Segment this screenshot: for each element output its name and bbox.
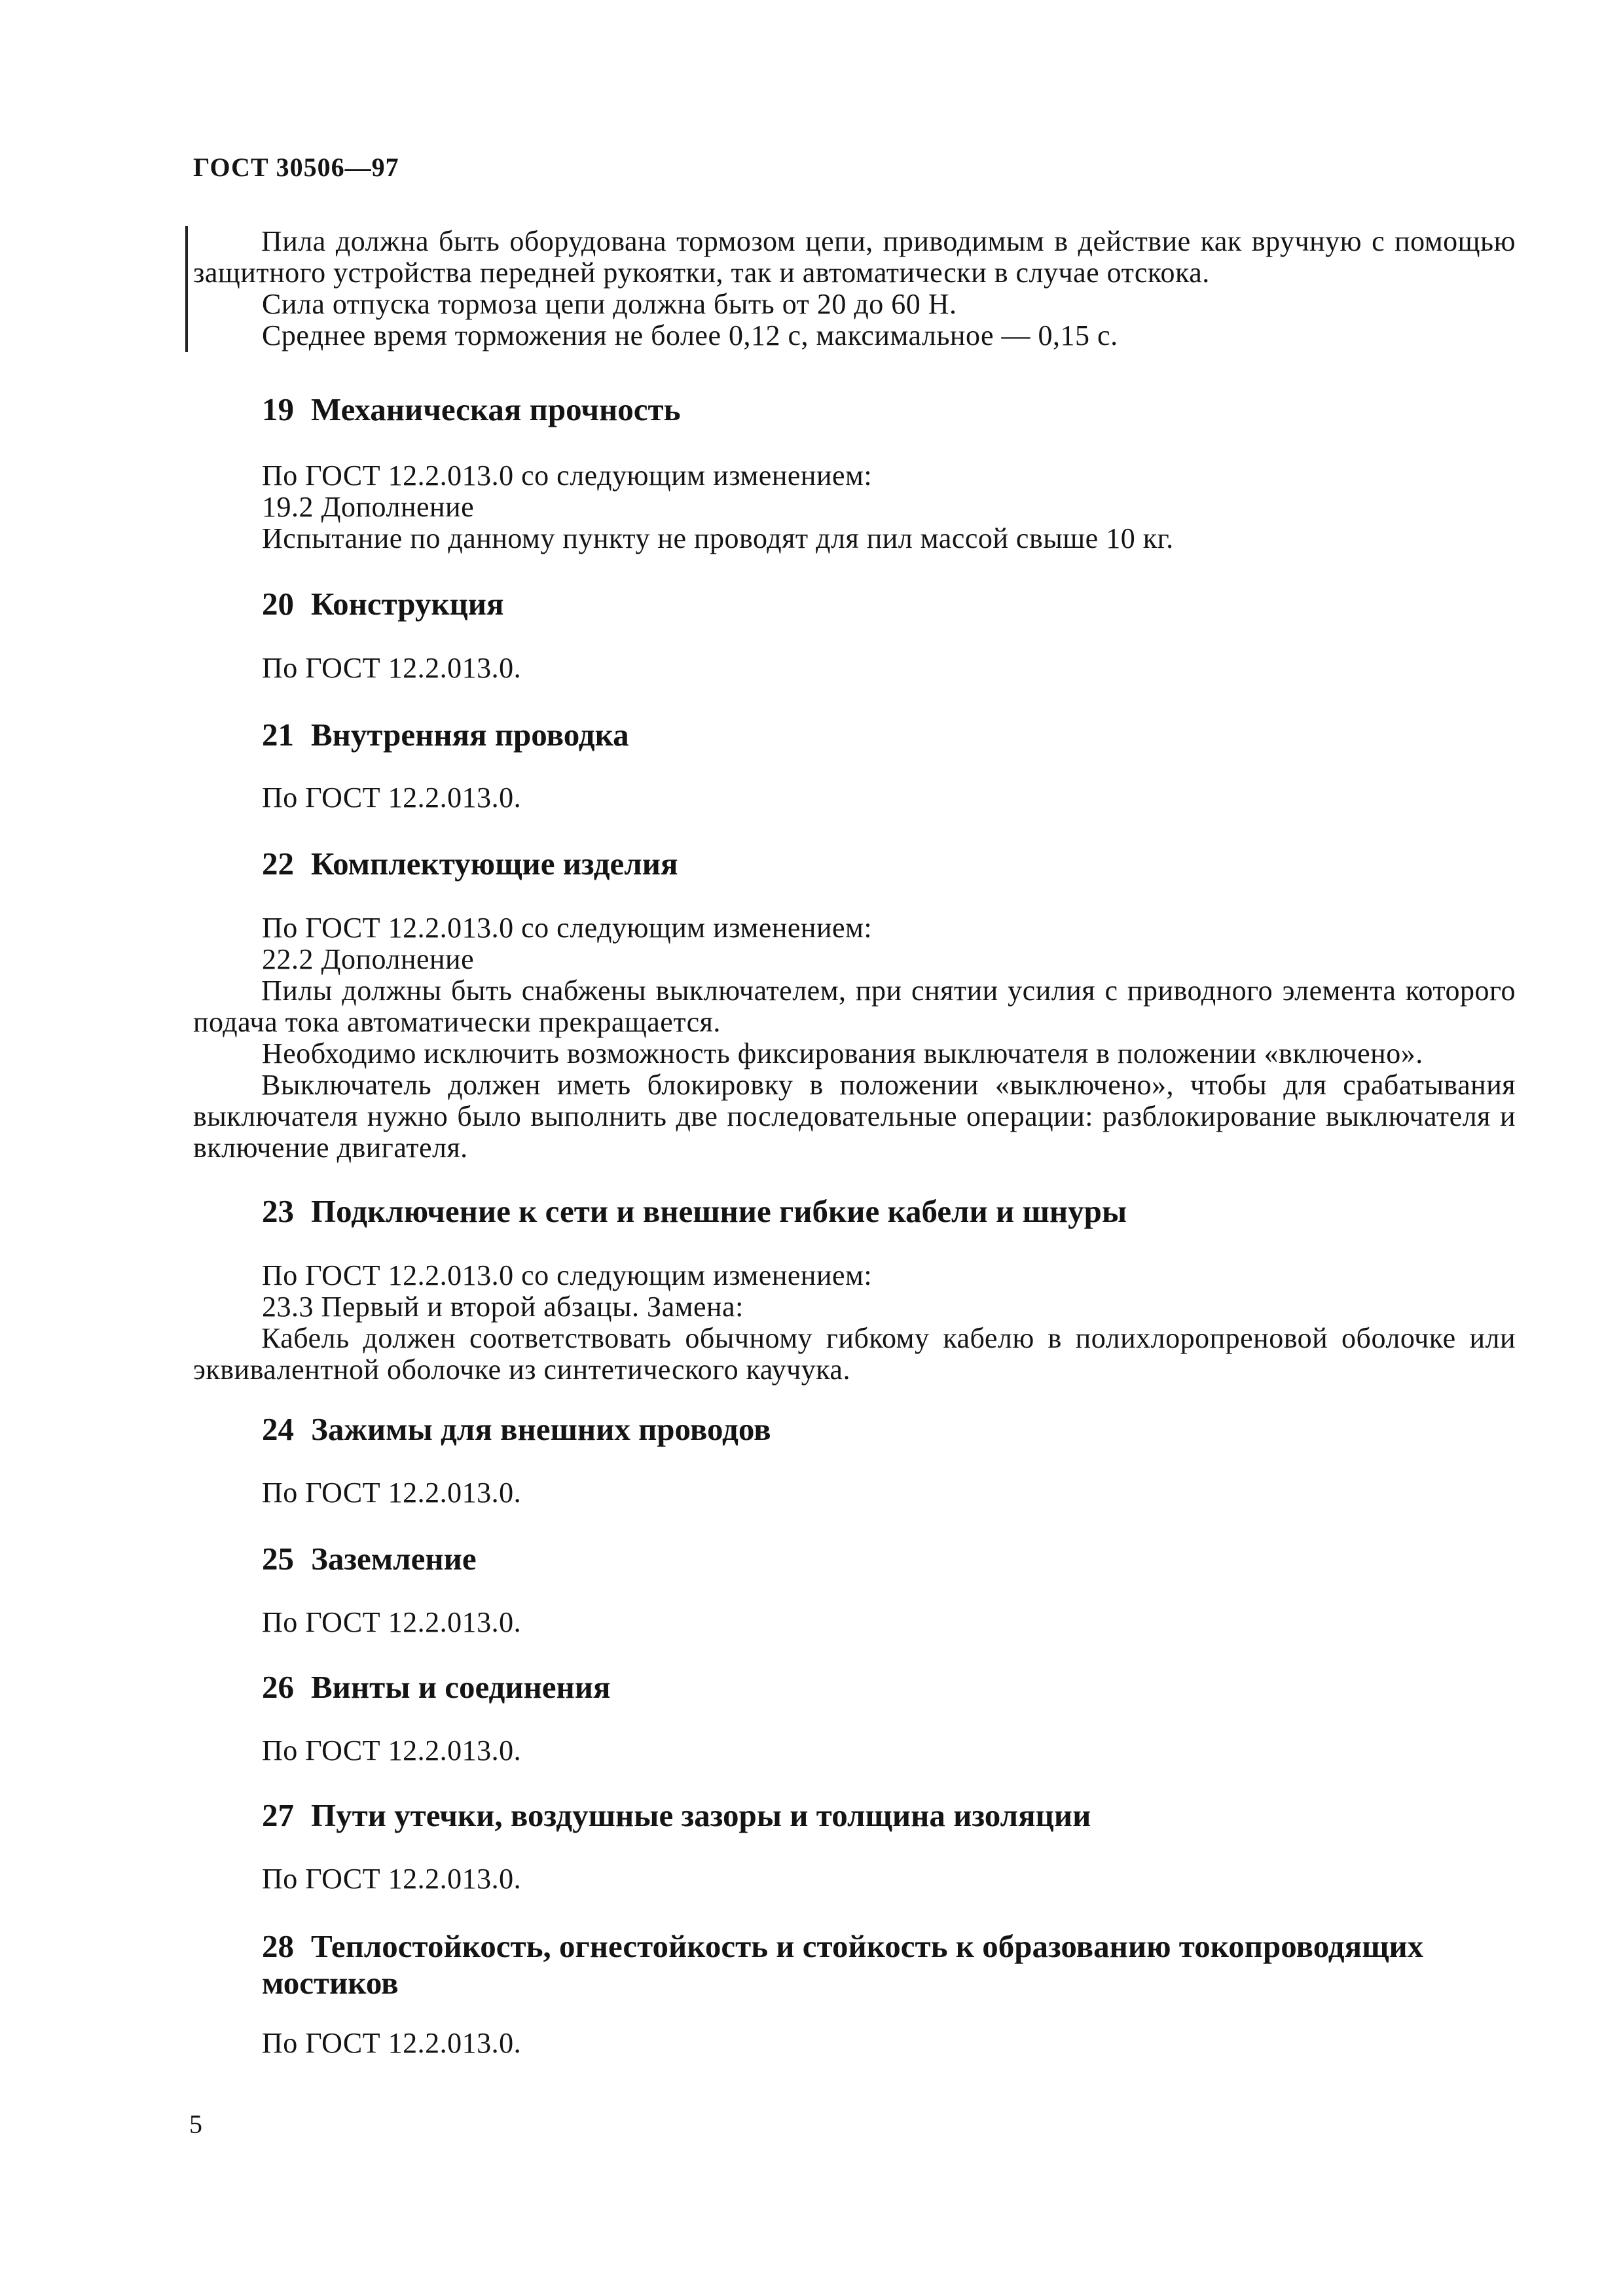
section-27-line-1: По ГОСТ 12.2.013.0. — [262, 1863, 522, 1895]
section-23-heading — [262, 1193, 1516, 1230]
section-number: 26 — [262, 1669, 294, 1705]
section-27-heading — [262, 1797, 1516, 1834]
page-number: 5 — [189, 2109, 202, 2139]
change-bar — [185, 226, 188, 352]
section-number: 25 — [262, 1541, 294, 1577]
section-number: 24 — [262, 1411, 294, 1447]
section-19-heading — [262, 391, 1516, 428]
section-number: 23 — [262, 1193, 294, 1229]
section-23-paragraph-1: Кабель должен соответствовать обычному гибкому кабелю в полихлоропреновой оболочке или эквивалентной оболочке из синтетического каучука. — [193, 1322, 1516, 1386]
section-23-line-2: 23.3 Первый и второй абзацы. Замена: — [262, 1291, 744, 1323]
section-19-line-2: 19.2 Дополнение — [262, 491, 475, 523]
section-28-heading — [262, 1928, 1516, 2001]
section-title: Заземление — [311, 1541, 477, 1577]
section-19-line-1: По ГОСТ 12.2.013.0 со следующим изменением: — [262, 459, 873, 492]
section-title: Внутренняя проводка — [311, 717, 629, 753]
intro-paragraph-2: Сила отпуска тормоза цепи должна быть от 20 до 60 Н. — [262, 288, 957, 320]
section-22-line-2: 22.2 Дополнение — [262, 943, 475, 975]
section-title: Зажимы для внешних проводов — [311, 1411, 771, 1447]
section-number: 27 — [262, 1797, 294, 1833]
section-25-heading — [262, 1541, 1516, 1577]
section-number: 28 — [262, 1928, 294, 1964]
section-number: 19 — [262, 391, 294, 427]
document-header: ГОСТ 30506—97 — [193, 152, 399, 182]
section-number: 21 — [262, 717, 294, 753]
section-22-heading — [262, 846, 1516, 882]
section-19-line-3: Испытание по данному пункту не проводят для пил массой свыше 10 кг. — [262, 522, 1174, 554]
section-22-paragraph-1: Пилы должны быть снабжены выключателем, при снятии усилия с приводного элемента которого подача тока автоматически прекращается. — [193, 975, 1516, 1038]
section-22-paragraph-3: Выключатель должен иметь блокировку в положении «выключено», чтобы для срабатывания выключателя нужно было выполнить две последовательные операции: разблокирование выключателя и включение двигателя. — [193, 1069, 1516, 1164]
section-24-heading — [262, 1411, 1516, 1448]
section-28-line-1: По ГОСТ 12.2.013.0. — [262, 2027, 522, 2059]
section-20-line-1: По ГОСТ 12.2.013.0. — [262, 652, 522, 684]
intro-paragraph-1: Пила должна быть оборудована тормозом цепи, приводимым в действие как вручную с помощью защитного устройства передней рукоятки, так и автоматически в случае отскока. — [193, 225, 1516, 289]
section-number: 22 — [262, 846, 294, 882]
section-20-heading — [262, 586, 1516, 622]
section-23-line-1: По ГОСТ 12.2.013.0 со следующим изменением: — [262, 1259, 873, 1291]
section-title: Винты и соединения — [311, 1669, 611, 1705]
section-26-line-1: По ГОСТ 12.2.013.0. — [262, 1734, 522, 1767]
section-title: Механическая прочность — [311, 391, 681, 427]
section-title: Подключение к сети и внешние гибкие кабели и шнуры — [311, 1193, 1127, 1229]
section-title: Пути утечки, воздушные зазоры и толщина изоляции — [311, 1797, 1091, 1833]
section-number: 20 — [262, 586, 294, 622]
section-25-line-1: По ГОСТ 12.2.013.0. — [262, 1606, 522, 1638]
section-title: Конструкция — [311, 586, 504, 622]
section-22-line-1: По ГОСТ 12.2.013.0 со следующим изменением: — [262, 912, 873, 944]
section-21-line-1: По ГОСТ 12.2.013.0. — [262, 781, 522, 814]
section-26-heading — [262, 1669, 1516, 1706]
section-21-heading — [262, 717, 1516, 753]
section-title: Комплектующие изделия — [311, 846, 678, 882]
section-title: Теплостойкость, огнестойкость и стойкость к образованию токопроводящих мостиков — [262, 1928, 1424, 2001]
section-22-paragraph-2: Необходимо исключить возможность фиксирования выключателя в положении «включено». — [262, 1037, 1423, 1069]
intro-paragraph-3: Среднее время торможения не более 0,12 с, максимальное — 0,15 с. — [262, 319, 1118, 351]
section-24-line-1: По ГОСТ 12.2.013.0. — [262, 1477, 522, 1509]
